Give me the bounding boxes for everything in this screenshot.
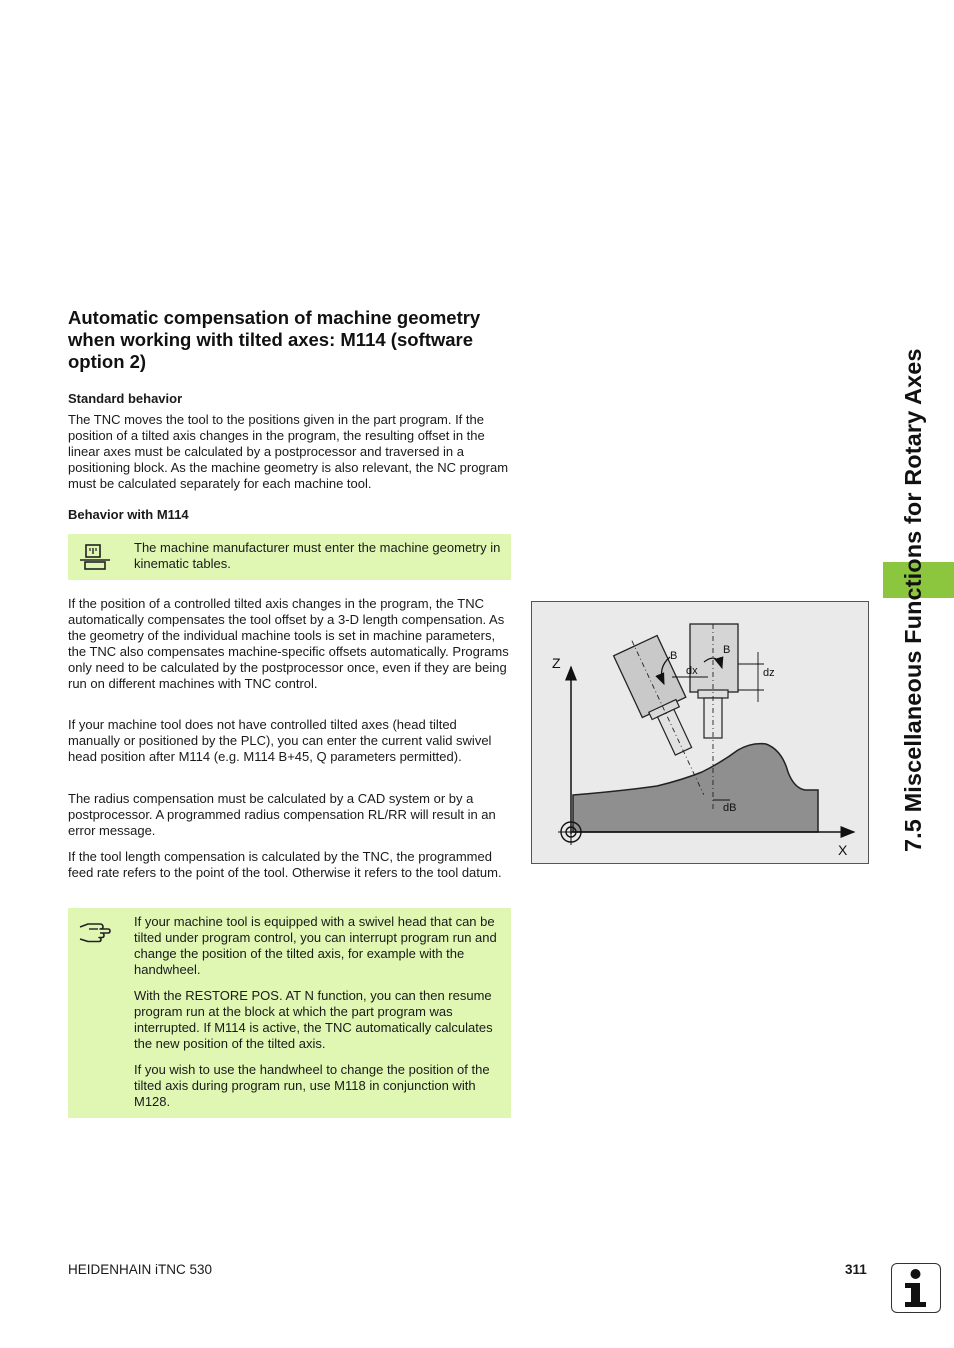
dz-label: dz [763,667,775,679]
m114-paragraph-2: If your machine tool does not have controlled tilted axes (head tilted manually or positioned by the PLC), you can enter the current valid swivel head position after M114 (e.g. M114 B+45, Q parameters permitted). [68,717,492,764]
tip-note [68,908,511,1118]
machine-note [68,534,511,580]
db-label: dB [723,802,737,814]
figure-drawing [532,602,870,865]
chapter-side-title: 7.5 Miscellaneous Functions for Rotary Axes [900,348,926,852]
m114-paragraph-1: If the position of a controlled tilted axis changes in the program, the TNC automatically compensates the tool offset by a 3-D length compensation. As the geometry of the individual machine tools is set in machine parameters, the TNC also compensates machine-specific offsets automatically. Programs only need to be calculated by the postprocessor once, even if they are being run on different machines with TNC control. [68,596,509,691]
page-title: Automatic compensation of machine geometry when working with tilted axes: M114 (software option 2) [68,307,481,372]
tip-text-3: If you wish to use the handwheel to change the position of the tilted axis during program run, use M118 in conjunction with M128. [134,1062,490,1109]
page-number: 311 [845,1262,867,1277]
dx-label: dx [686,665,698,677]
tip-text-2: With the RESTORE POS. AT N function, you can then resume program run at the block at which the part program was interrupted. If M114 is active, the TNC automatically calculates the new position of the tilted axis. [134,988,493,1051]
machine-note-text: The machine manufacturer must enter the machine geometry in kinematic tables. [134,540,501,571]
m114-paragraph-4: If the tool length compensation is calculated by the TNC, the programmed feed rate refers to the point of the tool. Otherwise it refers to the tool datum. [68,849,502,880]
b-label-vertical: B [723,644,731,656]
m114-paragraph-3: The radius compensation must be calculated by a CAD system or by a postprocessor. A programmed radius compensation RL/RR will result in an error message. [68,791,496,838]
heading-standard-behavior: Standard behavior [68,391,183,406]
tilted-axis-figure [531,601,869,864]
tip-text-1: If your machine tool is equipped with a swivel head that can be tilted under program control, you can interrupt program run and change the position of the tilted axis, for example with the handwheel. [134,914,497,977]
pointing-hand-icon [78,918,112,949]
b-label-tilted: B [670,650,678,662]
x-axis-label: X [838,842,848,858]
standard-behavior-text: The TNC moves the tool to the positions given in the part program. If the position of a tilted axis changes in the program, the resulting offset in the linear axes must be calculated by a postprocessor and traversed in a positioning block. As the machine geometry is also relevant, the NC program must be calculated separately for each machine tool. [68,412,509,491]
machine-icon [78,543,112,576]
footer-product: HEIDENHAIN iTNC 530 [68,1262,213,1277]
heading-behavior-m114: Behavior with M114 [68,507,189,522]
info-icon[interactable] [891,1263,941,1313]
z-axis-label: Z [552,655,561,671]
